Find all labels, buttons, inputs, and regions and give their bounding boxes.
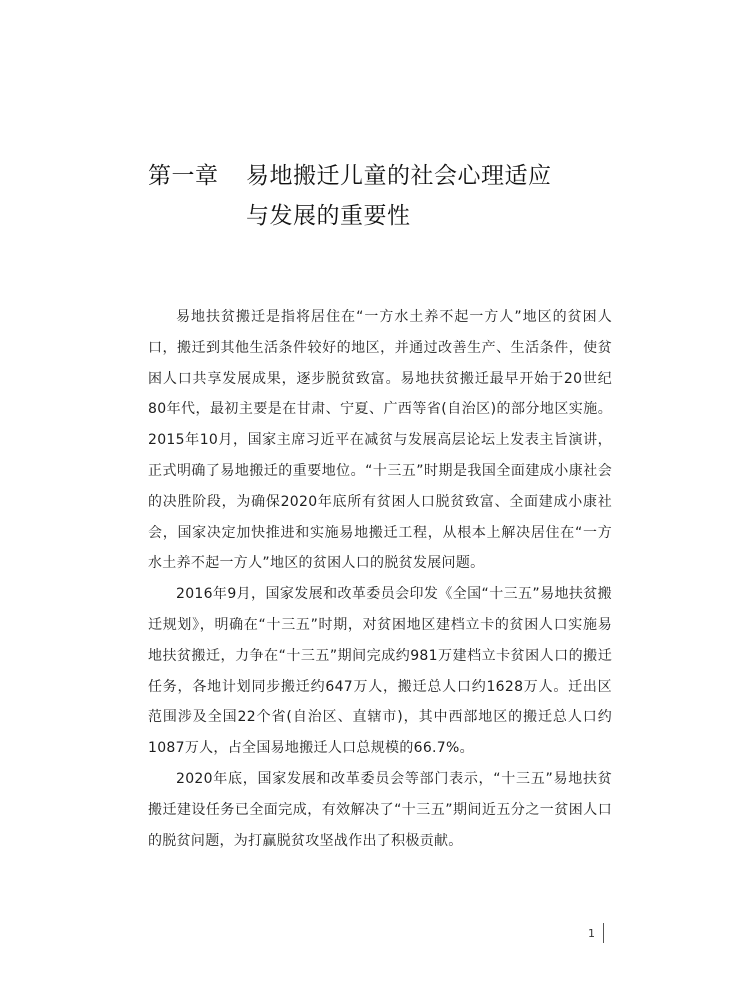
chapter-heading: [148, 156, 608, 236]
paragraph-3: 2020年底，国家发展和改革委员会等部门表示，“十三五”易地扶贫搬迁建设任务已全面完成，有效解决了“十三五”期间近五分之一贫困人口的脱贫问题，为打赢脱贫攻坚战作出了积极贡献。: [148, 770, 612, 849]
chapter-title-line-1: 易地搬迁儿童的社会心理适应: [246, 163, 552, 189]
page-number: 1: [588, 926, 595, 940]
paragraph-1: 易地扶贫搬迁是指将居住在“一方水土养不起一方人”地区的贫困人口，搬迁到其他生活条件较好的地区，并通过改善生产、生活条件，使贫困人口共享发展成果，逐步脱贫致富。易地扶贫搬迁最早开始于20世纪80年代，最初主要是在甘肃、宁夏、广西等省(自治区)的部分地区实施。2015年10月，国家主席习近平在减贫与发展高层论坛上发表主旨演讲，正式明确了易地搬迁的重要地位。“十三五”时期是我国全面建成小康社会的决胜阶段，为确保2020年底所有贫困人口脱贫致富、全面建成小康社会，国家决定加快推进和实施易地搬迁工程，从根本上解决居住在“一方水土养不起一方人”地区的贫困人口的脱贫发展问题。: [148, 309, 612, 572]
paragraph-2: 2016年9月，国家发展和改革委员会印发《全国“十三五”易地扶贫搬迁规划》，明确在“十三五”时期，对贫困地区建档立卡的贫困人口实施易地扶贫搬迁，力争在“十三五”期间完成约981万建档立卡贫困人口的搬迁任务，各地计划同步搬迁约647万人，搬迁总人口约1628万人。迁出区范围涉及全国22个省(自治区、直辖市)，其中西部地区的搬迁总人口约1087万人，占全国易地搬迁人口总规模的66.7%。: [148, 586, 612, 757]
chapter-title-line-2: 与发展的重要性: [246, 203, 411, 229]
page-footer: [588, 922, 604, 944]
chapter-heading-line-2: [148, 196, 608, 236]
body-text: [148, 302, 612, 856]
chapter-heading-line-1: [148, 156, 608, 196]
page-number-rule: [603, 923, 604, 943]
chapter-label: 第一章: [148, 163, 219, 189]
